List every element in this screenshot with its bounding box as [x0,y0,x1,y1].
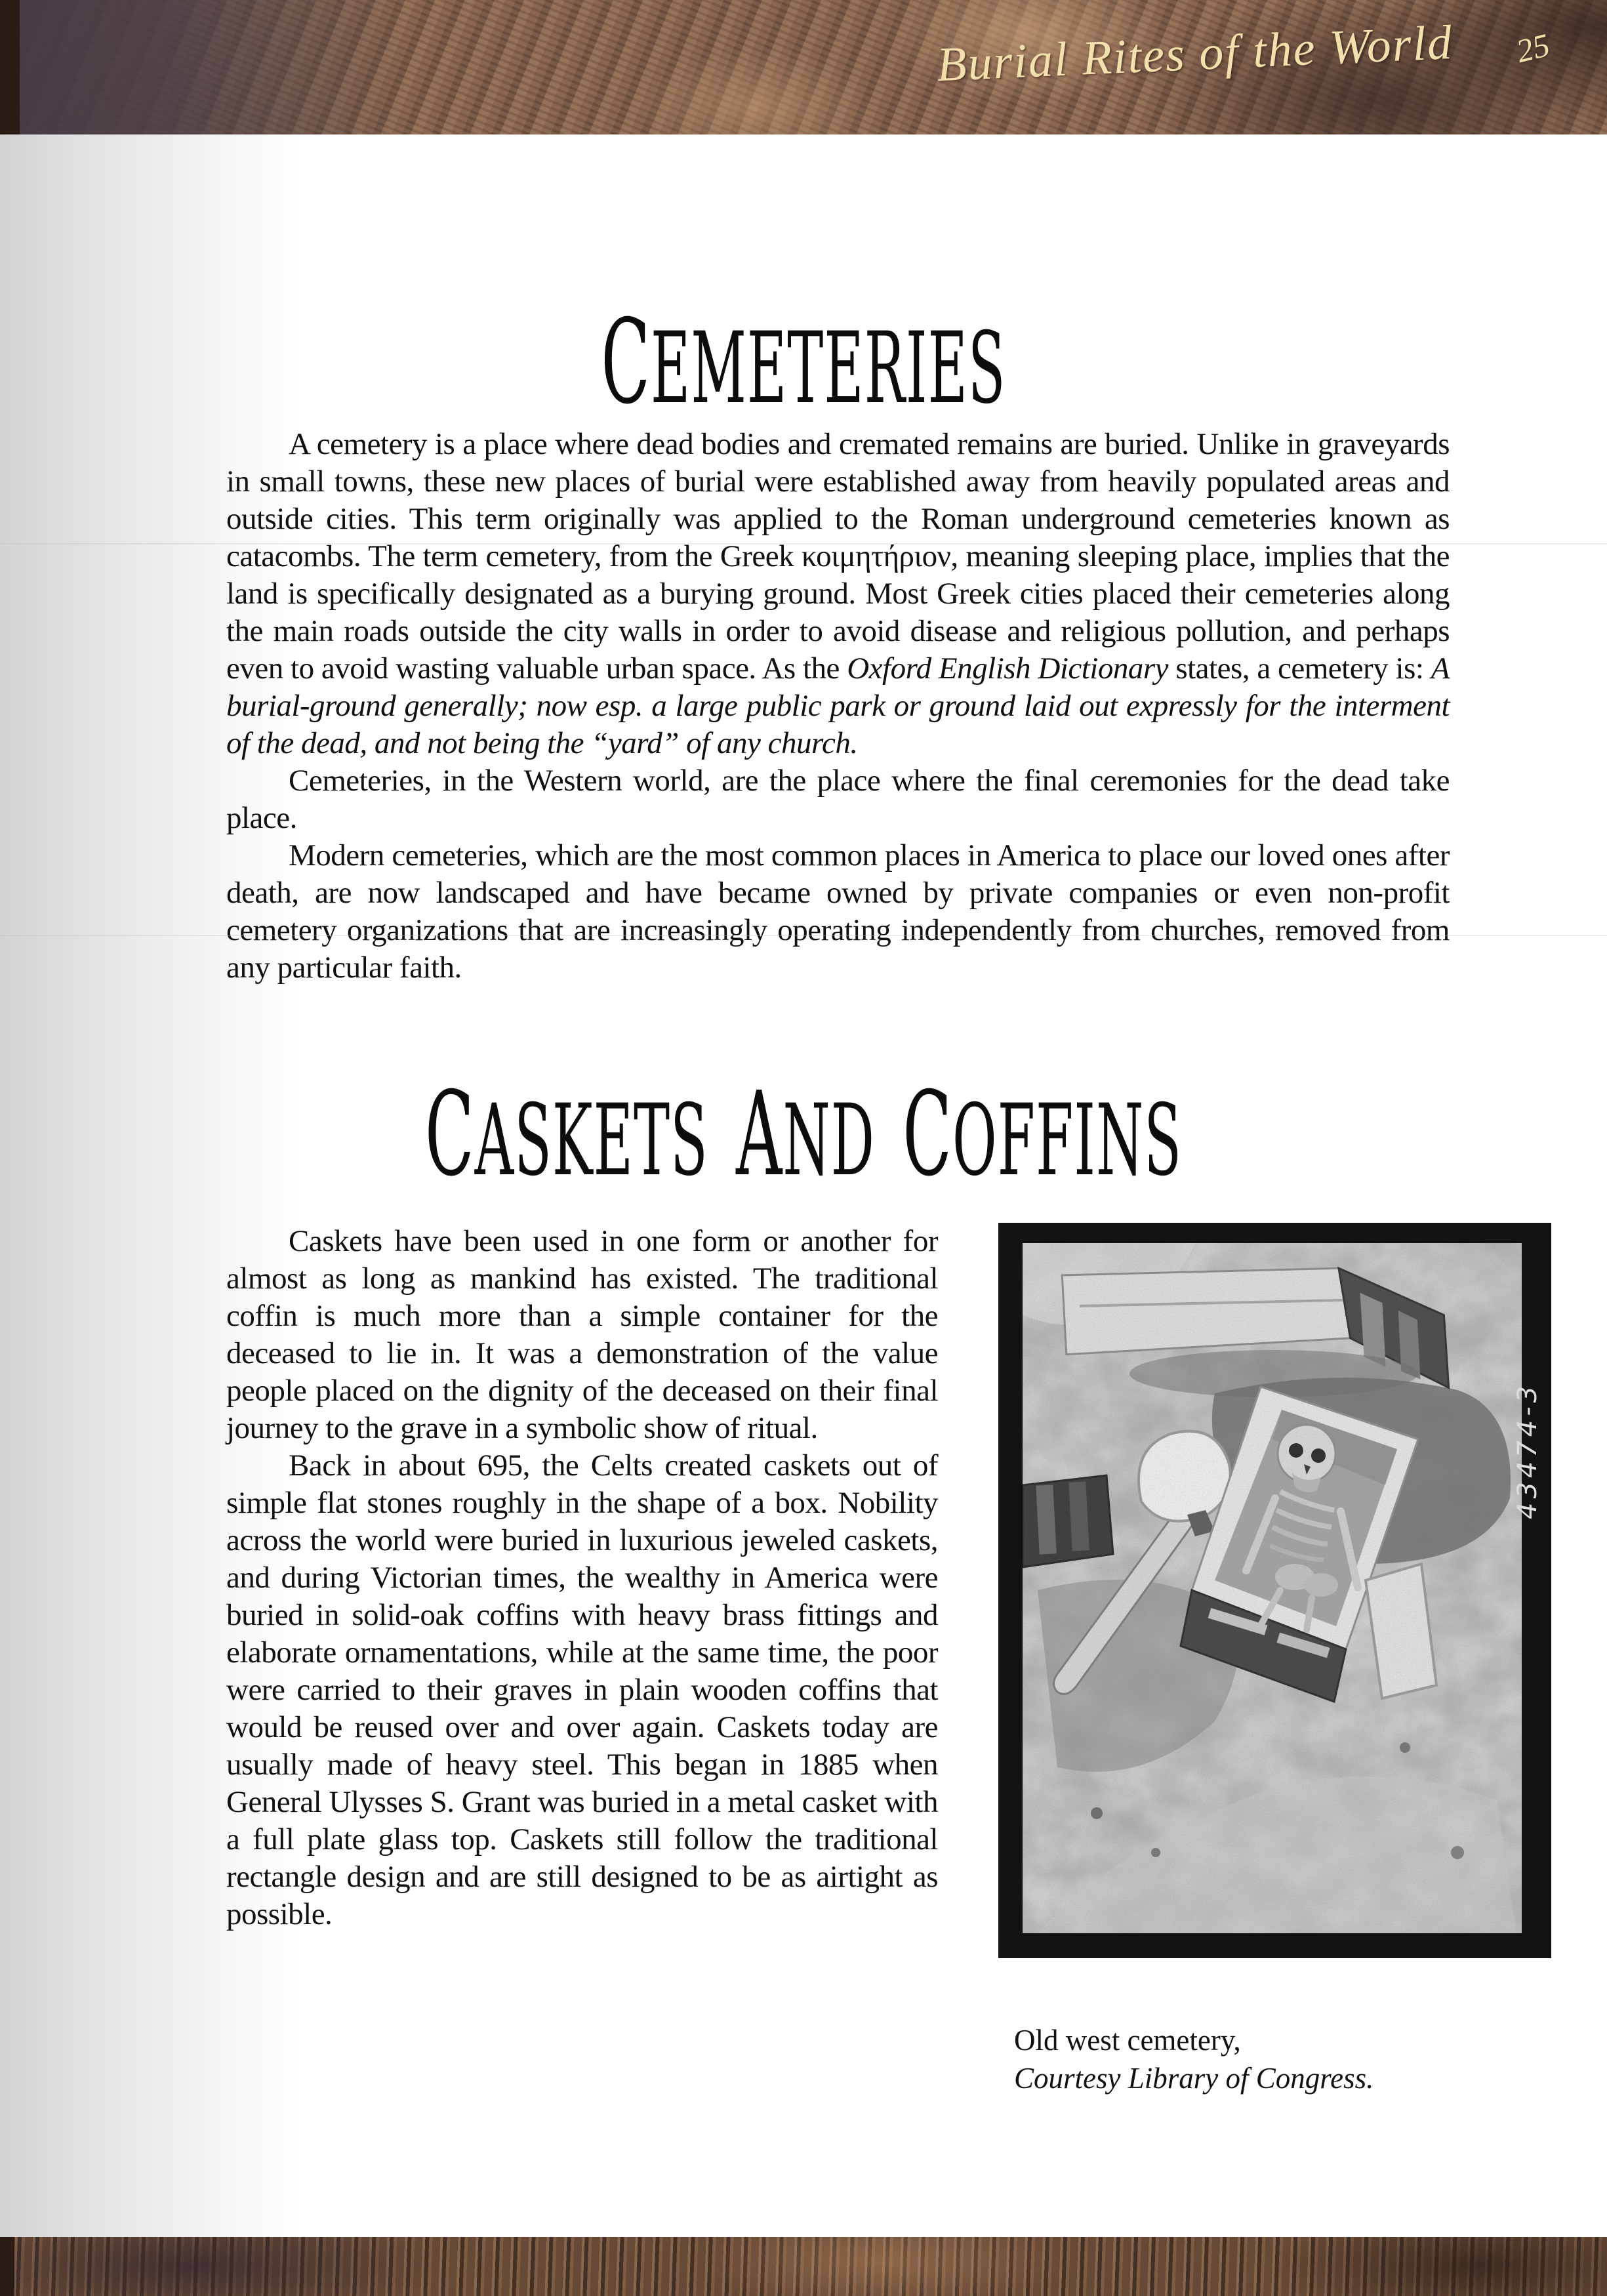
header-band [0,0,1607,134]
negative-number: 43474-3 [1513,1382,1543,1519]
photo-column [998,1223,1551,2097]
page-body [0,134,1607,2097]
photo-image [1023,1243,1522,1933]
caskets-paragraph-1: Caskets have been used in one form or another for almost as long as mankind has existed. The traditional coffin is much more than a simple container for the deceased to lie in. It was a demonstration of the value people placed on the dignity of the deceased on their final journey to the grave in a symbolic show of ritual. [226,1224,938,1445]
cemeteries-paragraph-2: Cemeteries, in the Western world, are the place where the final ceremonies for the dead take place. [226,764,1450,835]
heading-caskets-and-coffins: CASKETS AND COFFINS [425,1067,1182,1202]
grave-photo [998,1223,1551,1958]
running-head-title: Burial Rites of the World [935,15,1454,92]
caption-line-2: Courtesy Library of Congress. [1014,2062,1374,2095]
scan-artifact-line [0,935,1607,936]
scan-artifact-line [0,543,1607,544]
page-number: 25 [1512,26,1554,70]
caskets-text-column [226,1223,938,1933]
caskets-section [226,1223,1551,2097]
oed-title: Oxford English Dictionary [847,651,1168,686]
footer-band [0,2237,1607,2296]
caption-line-1: Old west cemetery, [1014,2024,1241,2057]
heading-cemeteries: CEMETERIES [601,295,1006,430]
cemeteries-paragraph-1: A cemetery is a place where dead bodies and cremated remains are buried. Unlike in graveyards in small towns, these new places of burial were established away from heavily populated areas and outside cities. This term originally was applied to the Roman underground cemeteries known as catacombs. The term cemetery, from the Greek κοιμητήριον, meaning sleeping place, implies that the land is specifically designated as a burying ground. Most Greek cities placed their cemeteries along the main roads outside the city walls in order to avoid disease and religious pollution, and perhaps even to avoid wasting valuable urban space. As the Oxford English Dictionary states, a cemetery is: A burial-ground generally; now esp. a large public park or ground laid out expressly for the interment of the dead, and not being the “yard” of any church. [226,427,1450,760]
caskets-paragraph-2: Back in about 695, the Celts created caskets out of simple flat stones roughly in the shape of a box. Nobility across the world were buried in luxurious jeweled caskets, and during Victorian times, the wealthy in America were buried in solid-oak coffins with heavy brass fittings and elaborate ornamentations, while at the same time, the poor were carried to their graves in plain wooden coffins that would be reused over and over again. Caskets today are usually made of heavy steel. This began in 1885 when General Ulysses S. Grant was buried in a metal casket with a full plate glass top. Caskets still follow the traditional rectangle design and are still designed to be as airtight as possible. [226,1448,938,1931]
cemeteries-text [226,426,1450,987]
cemeteries-paragraph-3: Modern cemeteries, which are the most common places in America to place our loved ones after death, are now landscaped and have became owned by private companies or even non-profit cemetery organizations that are increasingly operating independently from churches, removed from any particular faith. [226,838,1450,985]
photo-caption [998,2021,1551,2097]
oed-quote: A burial-ground generally; now esp. a large public park or ground laid out expressly for the interment of the dead, and not being the “yard” of any church. [226,651,1450,760]
